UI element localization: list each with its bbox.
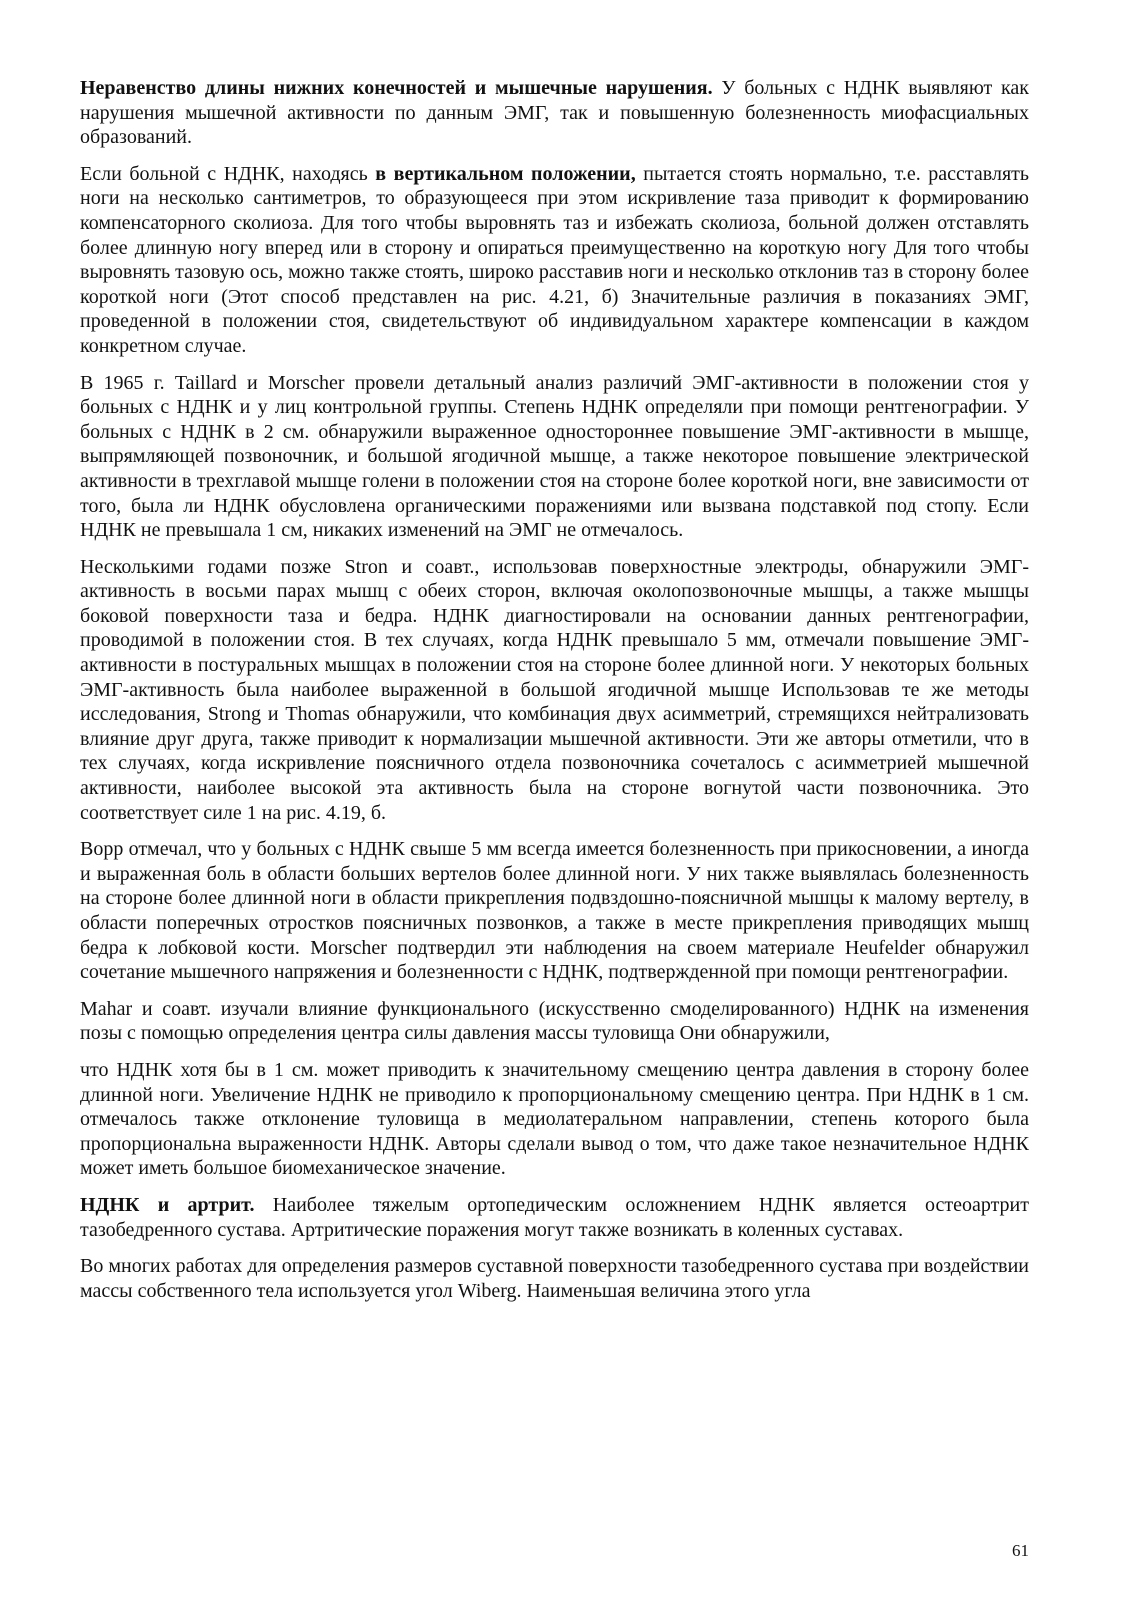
- paragraph-leg-length-muscle: [80, 76, 1029, 150]
- paragraph-taillard-morscher: [80, 371, 1029, 543]
- paragraph-mahar-continued: [80, 1058, 1029, 1181]
- paragraph-text: У больных с НДНК выявляют как нарушения мышечной активности по данным ЭМГ, так и повышенную болезненность миофасциальных образований.: [80, 77, 1029, 149]
- paragraph-text: Несколькими годами позже Stron и соавт., использовав поверхностные электроды, обнаружили ЭМГ-активность в восьми парах мышц с обеих сторон, включая околопозвоночные мышцы, а также мышцы боковой поверхности таза и бедра. НДНК диагностировали на основании данных рентгенографии, проводимой в положении стоя. В тех случаях, когда НДНК превышало 5 мм, отмечали повышение ЭМГ-активности в постуральных мышцах в положении стоя на стороне более длинной ноги. У некоторых больных ЭМГ-активность была наиболее выраженной в большой ягодичной мышце Использовав те же методы исследования, Strong и Thomas обнаружили, что комбинация двух асимметрий, стремящихся нейтрализовать влияние друг друга, также приводит к нормализации мышечной активности. Эти же авторы отметили, что в тех случаях, когда искривление поясничного отдела позвоночника сочеталось с асимметрией мышечной активности, наиболее высокой эта активность была на стороне вогнутой части позвоночника. Это соответствует силе 1 на рис. 4.19, б.: [80, 555, 1029, 824]
- paragraph-stron: [80, 555, 1029, 826]
- emphasis-text: в вертикальном положении,: [375, 162, 636, 185]
- paragraph-text: пытается стоять нормально, т.е. расставлять ноги на несколько сантиметров, то образующееся при этом искривление таза приводит к формированию компенсаторного сколиоза. Для того чтобы выровнять таз и избежать сколиоза, больной должен отставлять более длинную ногу вперед или в сторону и опираться преимущественно на короткую ногу Для того чтобы выровнять тазовую ось, можно также стоять, широко расставив ноги и несколько отклонив таз в сторону более короткой ноги (Этот способ представлен на рис. 4.21, б) Значительные различия в показаниях ЭМГ, проведенной в положении стоя, свидетельствуют об индивидуальном характере компенсации в каждом конкретном случае.: [80, 162, 1030, 357]
- paragraph-text: что НДНК хотя бы в 1 см. может приводить к значительному смещению центра давления в сторону более длинной ноги. Увеличение НДНК не приводило к пропорциональному смещению центра. При НДНК в 1 см. отмечалось также отклонение туловища в медиолатеральном направлении, степень которого была пропорциональна выраженности НДНК. Авторы сделали вывод о том, что даже такое незначительное НДНК может иметь большое биомеханическое значение.: [80, 1058, 1029, 1180]
- paragraph-text: Если больной с НДНК, находясь: [80, 162, 376, 185]
- paragraph-arthritis: [80, 1193, 1029, 1242]
- page-body: [80, 76, 1029, 1315]
- paragraph-heading: НДНК и артрит.: [80, 1193, 255, 1216]
- paragraph-text: Mahar и соавт. изучали влияние функционального (искусственно смоделированного) НДНК на изменения позы с помощью определения центра силы давления массы туловища Они обнаружили,: [80, 997, 1029, 1045]
- paragraph-bopp: [80, 837, 1029, 985]
- paragraph-mahar: [80, 997, 1029, 1046]
- paragraph-text: В 1965 г. Taillard и Morscher провели детальный анализ различий ЭМГ-активности в положении стоя у больных с НДНК и у лиц контрольной группы. Степень НДНК определяли при помощи рентгенографии. У больных с НДНК в 2 см. обнаружили выраженное одностороннее повышение ЭМГ-активности в мышце, выпрямляющей позвоночник, и большой ягодичной мышце, а также некоторое повышение электрической активности в трехглавой мышце голени в положении стоя на стороне более короткой ноги, вне зависимости от того, была ли НДНК обусловлена органическими поражениями или вызвана подставкой под стопу. Если НДНК не превышала 1 см, никаких изменений на ЭМГ не отмечалось.: [80, 371, 1029, 542]
- paragraph-text: Bopp отмечал, что у больных с НДНК свыше 5 мм всегда имеется болезненность при прикосновении, а иногда и выраженная боль в области больших вертелов более длинной ноги. У них также выявлялась болезненность на стороне более длинной ноги в области прикрепления подвздошно-поясничной мышцы к малому вертелу, в области поперечных отростков поясничных позвонков, а также в месте прикрепления приводящих мышц бедра к лобковой кости. Morscher подтвердил эти наблюдения на своем материале Heufelder обнаружил сочетание мышечного напряжения и болезненности с НДНК, подтвержденной при помощи рентгенографии.: [80, 838, 1029, 984]
- paragraph-wiberg: [80, 1254, 1029, 1303]
- paragraph-text: Во многих работах для определения размеров суставной поверхности тазобедренного сустава при воздействии массы собственного тела используется угол Wiberg. Наименьшая величина этого угла: [80, 1255, 1029, 1302]
- paragraph-text: Наиболее тяжелым ортопедическим осложнением НДНК является остеоартрит тазобедренного сустава. Артритические поражения могут также возникать в коленных суставах.: [80, 1193, 1029, 1241]
- paragraph-heading: Неравенство длины нижних конечностей и мышечные нарушения.: [80, 77, 713, 99]
- paragraph-vertical-position: [80, 162, 1029, 359]
- page-number: 61: [1012, 1541, 1029, 1560]
